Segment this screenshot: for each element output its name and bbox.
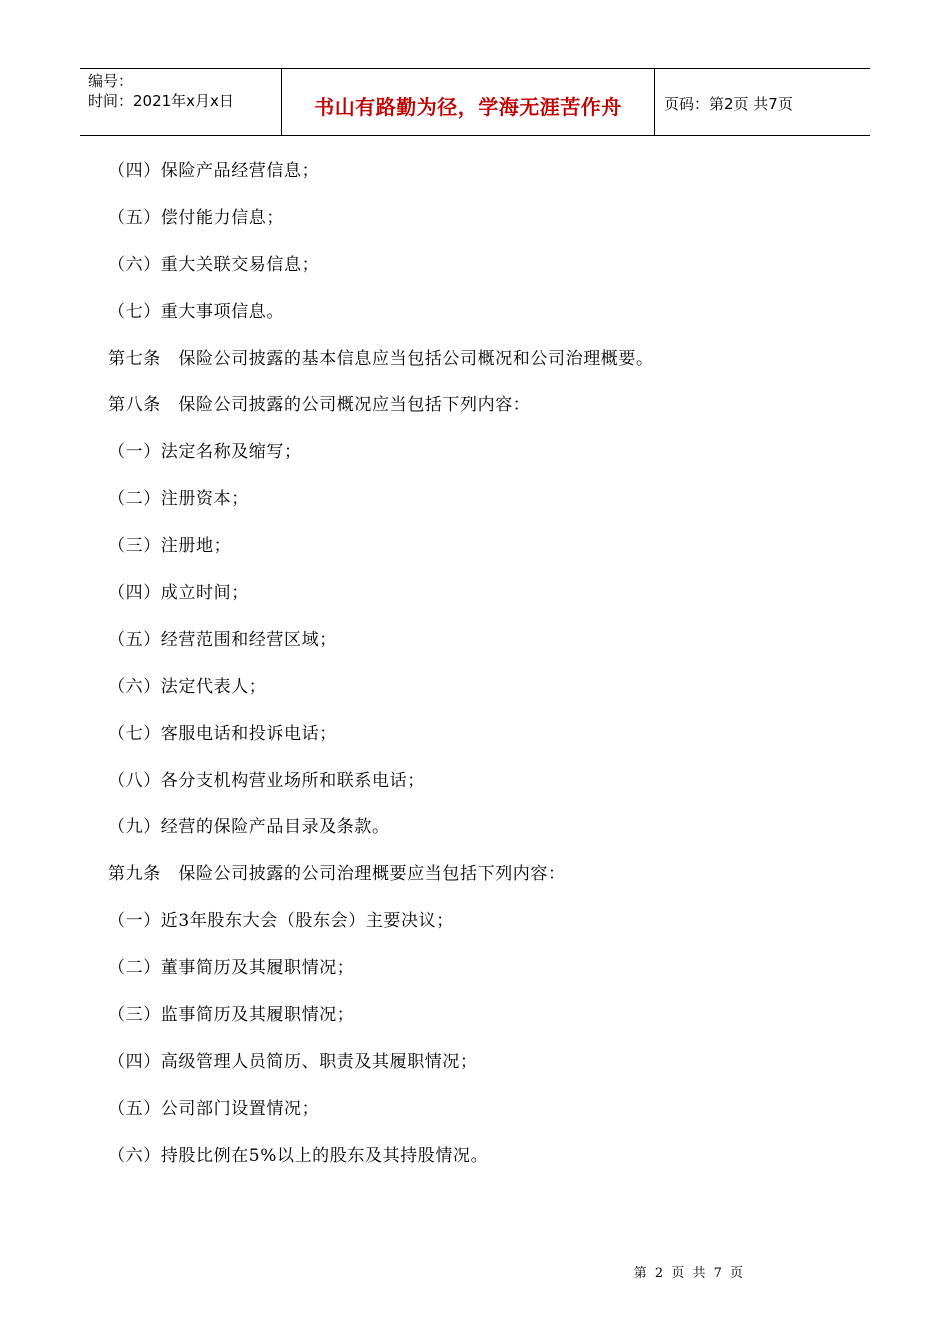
body-line: （五）经营范围和经营区域；: [108, 629, 337, 650]
page-header: [80, 68, 870, 136]
body-line: （六）重大关联交易信息；: [108, 254, 320, 275]
page-footer: 第 2 页 共 7 页: [633, 1266, 745, 1281]
header-motto: 书山有路勤为径，学海无涯苦作舟: [314, 95, 622, 119]
body-line: （九）经营的保险产品目录及条款。: [108, 817, 390, 838]
body-line: （一）近3年股东大会（股东会）主要决议；: [108, 911, 454, 932]
header-page-number: 页码：第2页 共7页: [664, 95, 793, 113]
body-line: （一）法定名称及缩写；: [108, 442, 302, 463]
article-7: 第七条 保险公司披露的基本信息应当包括公司概况和公司治理概要。: [108, 348, 654, 369]
body-line: （五）偿付能力信息；: [108, 207, 284, 228]
article-9: 第九条 保险公司披露的公司治理概要应当包括下列内容：: [108, 864, 566, 885]
document-time-label: 时间：2021年x月x日: [88, 92, 234, 110]
header-meta: [88, 71, 234, 111]
body-line: （五）公司部门设置情况；: [108, 1098, 320, 1119]
body-line: （四）保险产品经营信息；: [108, 161, 320, 181]
body-line: （六）法定代表人；: [108, 676, 267, 697]
document-body: [108, 157, 868, 1189]
header-divider: [654, 69, 655, 135]
body-line: （七）客服电话和投诉电话；: [108, 723, 337, 744]
body-line: （六）持股比例在5%以上的股东及其持股情况。: [108, 1145, 489, 1166]
body-line: （二）董事简历及其履职情况；: [108, 958, 355, 979]
document-number-label: 编号：: [88, 72, 134, 90]
body-line: （八）各分支机构营业场所和联系电话；: [108, 770, 425, 791]
article-8: 第八条 保险公司披露的公司概况应当包括下列内容：: [108, 395, 531, 416]
body-line: （三）监事简历及其履职情况；: [108, 1005, 355, 1026]
body-line: （四）高级管理人员简历、职责及其履职情况；: [108, 1051, 478, 1072]
body-line: （三）注册地；: [108, 536, 232, 557]
body-line: （二）注册资本；: [108, 489, 249, 510]
body-line: （七）重大事项信息。: [108, 301, 284, 322]
body-line: （四）成立时间；: [108, 583, 249, 604]
